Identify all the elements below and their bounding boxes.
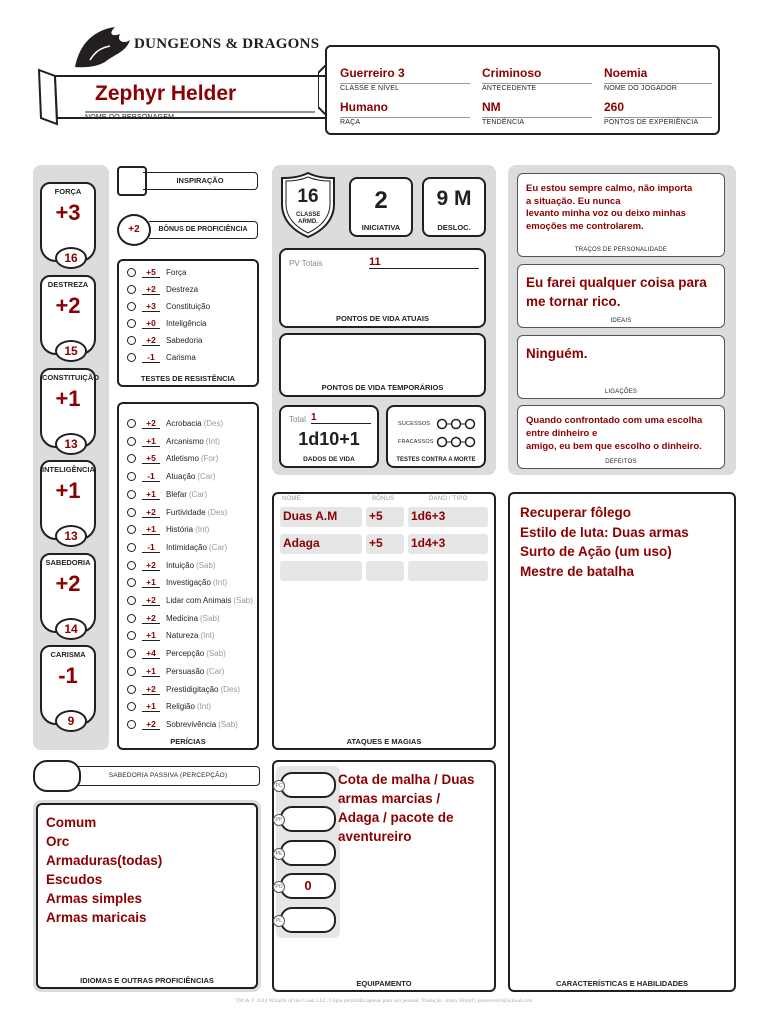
character-name-banner — [35, 62, 335, 130]
language-line: Armaduras(todas) — [46, 853, 163, 868]
skill-ability: (Int) — [200, 631, 215, 641]
proficiency-bonus-label: BÔNUS DE PROFICIÊNCIA — [149, 221, 258, 239]
skill-name: Furtividade — [166, 507, 206, 517]
skill-value[interactable]: +2 — [142, 595, 160, 606]
skill-value[interactable]: -1 — [142, 542, 160, 553]
skill-ability: (Sab) — [233, 596, 253, 605]
skill-name: História — [166, 525, 194, 535]
proficiency-dot[interactable] — [127, 543, 136, 552]
skill-ability: (Sab) — [206, 649, 226, 659]
ability-intelligence — [40, 460, 96, 543]
skill-value[interactable]: +5 — [142, 453, 160, 464]
equipment-title: EQUIPAMENTO — [356, 979, 412, 988]
skill-row[interactable] — [127, 539, 227, 556]
skill-ability: (Car) — [206, 666, 225, 676]
saving-throw-value[interactable]: +0 — [142, 318, 160, 329]
experience-points-label: PONTOS DE EXPERIÊNCIA — [604, 117, 712, 126]
attack-damage: 1d6+3 — [411, 509, 446, 523]
skill-ability: (Sab) — [200, 613, 220, 623]
skill-ability: (Car) — [188, 489, 208, 499]
skill-ability: (For) — [200, 454, 219, 464]
languages-title: IDIOMAS E OUTRAS PROFICIÊNCIAS — [80, 976, 214, 985]
race[interactable]: Humano — [340, 100, 388, 114]
armor-class-label: CLASSE ARMD. — [296, 212, 321, 225]
temp-hit-points-box — [279, 333, 486, 397]
skill-name: Religião — [166, 702, 195, 712]
ability-score[interactable]: 13 — [55, 433, 87, 455]
saving-throw-charisma[interactable] — [127, 349, 196, 366]
proficiency-dot[interactable] — [127, 667, 136, 676]
ideal-line: Eu farei qualquer coisa para — [526, 275, 707, 290]
bonds-box — [517, 335, 725, 399]
hit-dice-box — [279, 405, 379, 468]
flaws-box — [517, 405, 725, 469]
ability-name: CONSTITUIÇÃO — [42, 373, 100, 382]
proficiency-dot[interactable] — [127, 302, 136, 311]
coin-label: PP — [273, 814, 285, 826]
skill-ability: (Des) — [203, 419, 224, 428]
proficiency-dot[interactable] — [127, 490, 136, 499]
proficiency-dot[interactable] — [127, 561, 136, 570]
attack-row-3-damage[interactable] — [408, 561, 488, 581]
skill-value[interactable]: +1 — [142, 436, 160, 447]
features-box — [508, 492, 736, 992]
flaw-line: entre dinheiro e — [526, 428, 598, 439]
death-saves-box — [386, 405, 486, 468]
speed-box — [422, 177, 486, 237]
equipment-line: aventureiro — [338, 829, 412, 844]
saving-throw-value[interactable]: +3 — [142, 301, 160, 312]
proficiency-dot[interactable] — [127, 649, 136, 658]
proficiency-dot[interactable] — [127, 472, 136, 481]
skills-box — [117, 402, 259, 750]
coin-platinum[interactable] — [275, 907, 336, 933]
skill-ability: (Int) — [205, 436, 221, 446]
skill-name: Arcanismo — [166, 436, 204, 446]
skill-value[interactable]: +2 — [142, 684, 160, 695]
attack-bonus: +5 — [369, 509, 383, 523]
attacks-col-bonus: BÔNUS — [372, 496, 395, 502]
skill-ability: (Des) — [207, 507, 228, 517]
passive-wisdom-label: SABEDORIA PASSIVA (PERCEPÇÃO) — [77, 766, 260, 786]
skill-name: Investigação — [166, 578, 211, 588]
hit-dice-label: DADOS DE VIDA — [303, 456, 355, 463]
copyright-footer: TM & © 2014 Wizards of the Coast LLC. Cópia permitida apenas para uso pessoal. Tradução: Johny Bittorf | jenoreveiro@icloud.com — [235, 998, 533, 1004]
skill-name: Prestidigitação — [166, 684, 219, 694]
proficiency-bonus-value[interactable]: +2 — [117, 214, 151, 246]
coin-label: PL — [273, 915, 285, 927]
personality-traits-box — [517, 173, 725, 257]
ability-charisma — [40, 645, 96, 728]
ability-modifier[interactable]: +2 — [55, 293, 81, 318]
ideals-text[interactable] — [526, 273, 707, 311]
saving-throw-name: Força — [166, 268, 187, 277]
speed-label: DESLOC. — [437, 223, 471, 232]
saving-throw-name: Inteligência — [166, 319, 207, 328]
logo-text: DUNGEONS & DRAGONS — [134, 36, 320, 52]
ability-dexterity — [40, 275, 96, 358]
skill-value[interactable]: +1 — [142, 489, 160, 500]
hit-dice-total-label: Total — [289, 415, 306, 424]
saving-throw-name: Destreza — [166, 285, 199, 294]
inspiration-box — [117, 166, 259, 194]
ability-score[interactable]: 16 — [55, 247, 87, 269]
skill-row[interactable] — [127, 645, 226, 662]
skill-name: Sobrevivência — [166, 719, 217, 729]
armor-class — [278, 170, 338, 240]
ability-modifier[interactable]: +1 — [55, 386, 81, 411]
saving-throw-dexterity[interactable] — [127, 281, 198, 298]
proficiency-dot[interactable] — [127, 508, 136, 517]
hit-points-box — [279, 248, 486, 328]
ideals-box — [517, 264, 725, 328]
saving-throw-name: Constituição — [166, 302, 211, 311]
skill-value[interactable]: +2 — [142, 719, 160, 730]
saving-throw-name: Carisma — [166, 353, 196, 362]
saving-throws-box — [117, 259, 259, 387]
header-box-notch — [318, 65, 326, 115]
hp-max-value[interactable]: 11 — [369, 256, 479, 269]
class-level[interactable]: Guerreiro 3 — [340, 66, 405, 80]
attack-row-1-damage[interactable] — [408, 507, 488, 527]
alignment[interactable]: NM — [482, 100, 501, 114]
proficiency-dot[interactable] — [127, 720, 136, 729]
skill-value[interactable]: +1 — [142, 666, 160, 677]
saving-throw-strength[interactable] — [127, 264, 186, 281]
features-text[interactable] — [520, 503, 689, 581]
skill-row[interactable] — [127, 450, 218, 467]
language-line: Escudos — [46, 872, 103, 887]
ability-wisdom — [40, 553, 96, 636]
death-saves-success-checks[interactable] — [436, 417, 478, 435]
skill-row[interactable] — [127, 681, 240, 698]
saving-throws-title: TESTES DE RESISTÊNCIA — [140, 374, 236, 383]
hp-current-label: PONTOS DE VIDA ATUAIS — [336, 314, 429, 323]
skill-ability: (Int) — [196, 702, 212, 712]
hp-max-label: PV Totais — [289, 259, 323, 268]
proficiency-dot[interactable] — [127, 268, 136, 277]
skill-name: Percepção — [166, 649, 205, 659]
attacks-col-name: NOME — [282, 496, 301, 502]
death-save-circles-icon[interactable] — [436, 436, 478, 448]
skill-name: Medicina — [166, 613, 199, 623]
attack-row-3-bonus[interactable] — [366, 561, 404, 581]
skill-name: Atuação — [166, 472, 196, 482]
attacks-title: ATAQUES E MAGIAS — [346, 737, 422, 746]
saving-throw-value[interactable]: +5 — [142, 267, 160, 278]
proficiency-dot[interactable] — [127, 578, 136, 587]
saving-throw-name: Sabedoria — [166, 336, 203, 345]
attacks-col-damage: DANO / TIPO — [429, 496, 468, 502]
ability-name: SABEDORIA — [45, 558, 91, 567]
proficiency-dot[interactable] — [127, 437, 136, 446]
class-level-label: CLASSE E NÍVEL — [340, 83, 470, 92]
ability-score[interactable]: 15 — [55, 340, 87, 362]
coin-copper[interactable] — [275, 772, 336, 798]
ideals-label: IDEAIS — [610, 318, 632, 324]
skill-ability: (Car) — [197, 472, 216, 482]
saving-throw-value[interactable]: +2 — [142, 335, 160, 346]
character-name-label: NOME DO PERSONAGEM — [85, 114, 175, 121]
skill-value[interactable]: +1 — [142, 577, 160, 588]
personality-traits-label: TRAÇOS DE PERSONALIDADE — [574, 247, 668, 253]
equipment-line: armas marcias / — [338, 791, 441, 806]
proficiency-dot[interactable] — [127, 319, 136, 328]
coin-label: PO — [273, 881, 285, 893]
attacks-box — [272, 492, 496, 750]
attack-row-2-bonus[interactable] — [366, 534, 404, 554]
skill-name: Persuasão — [166, 666, 205, 676]
language-line: Armas maricais — [46, 910, 147, 925]
hp-temp-label: PONTOS DE VIDA TEMPORÁRIOS — [321, 383, 444, 392]
ability-modifier[interactable]: +3 — [55, 200, 81, 225]
skill-row[interactable] — [127, 716, 238, 733]
skill-row[interactable] — [127, 486, 207, 503]
skill-row[interactable] — [127, 627, 215, 644]
flaws-text[interactable] — [526, 414, 702, 453]
attack-row-2-name[interactable] — [280, 534, 362, 554]
flaw-line: amigo, eu bem que escolho o dinheiro. — [526, 441, 702, 452]
skill-ability: (Car) — [208, 542, 228, 552]
skills-title: PERÍCIAS — [170, 737, 206, 746]
equipment-line: Adaga / pacote de — [338, 810, 454, 825]
skill-value[interactable]: +2 — [142, 613, 160, 624]
proficiency-bonus-box — [117, 214, 259, 244]
death-saves-fail-label: FRACASSOS — [398, 439, 434, 445]
initiative-box — [349, 177, 413, 237]
ability-score[interactable]: 9 — [55, 710, 87, 732]
armor-class-value[interactable]: 16 — [297, 186, 319, 207]
ability-modifier[interactable]: -1 — [58, 663, 78, 688]
attack-bonus: +5 — [369, 536, 383, 550]
ability-score[interactable]: 13 — [55, 525, 87, 547]
proficiency-dot[interactable] — [127, 419, 136, 428]
ideal-line: me tornar rico. — [526, 294, 621, 309]
trait-line: Eu estou sempre calmo, não importa — [526, 183, 693, 194]
coin-gold[interactable] — [275, 873, 336, 899]
equipment-line: Cota de malha / Duas — [338, 772, 475, 787]
passive-wisdom-box — [33, 760, 261, 790]
skill-ability: (Int) — [212, 578, 228, 588]
ability-name: CARISMA — [50, 650, 86, 659]
character-name[interactable]: Zephyr Helder — [95, 82, 237, 105]
skill-row[interactable] — [127, 698, 211, 715]
skill-row[interactable] — [127, 663, 224, 680]
proficiency-dot[interactable] — [127, 353, 136, 362]
languages-box — [36, 803, 258, 989]
skill-name: Blefar — [166, 489, 187, 499]
saving-throw-value[interactable]: +2 — [142, 284, 160, 295]
background-label: ANTECEDENTE — [482, 83, 592, 92]
feature-line: Mestre de batalha — [520, 563, 635, 579]
inspiration-label: INSPIRAÇÃO — [143, 172, 258, 190]
alignment-label: TENDÊNCIA — [482, 117, 592, 126]
hit-dice-total[interactable]: 1 — [311, 412, 371, 424]
coin-electrum[interactable] — [275, 840, 336, 866]
coin-value[interactable]: 0 — [304, 878, 312, 893]
trait-line: emoções me controlarem. — [526, 220, 644, 232]
ability-name: DESTREZA — [47, 280, 89, 289]
skill-row[interactable] — [127, 557, 216, 574]
proficiency-dot[interactable] — [127, 285, 136, 294]
skill-name: Lidar com Animais — [166, 596, 232, 605]
feature-line: Recuperar fôlego — [520, 505, 632, 520]
attack-name: Adaga — [283, 536, 320, 550]
skill-row[interactable] — [127, 415, 223, 432]
proficiency-dot[interactable] — [127, 702, 136, 711]
skill-value[interactable]: +1 — [142, 524, 160, 535]
feature-line: Surto de Ação (um uso) — [520, 544, 672, 559]
language-line: Comum — [46, 815, 97, 830]
hit-dice-value[interactable]: 1d10+1 — [298, 429, 360, 449]
skill-value[interactable]: +2 — [142, 507, 160, 518]
skill-name: Intimidação — [166, 542, 207, 552]
skill-ability: (Sab) — [196, 560, 216, 570]
proficiency-dot[interactable] — [127, 631, 136, 640]
initiative-value[interactable]: 2 — [374, 187, 388, 214]
languages-text[interactable] — [46, 813, 162, 927]
ability-name: INTELIGÊNCIA — [42, 465, 95, 474]
initiative-label: INICIATIVA — [361, 223, 401, 232]
skill-value[interactable]: +2 — [142, 418, 160, 429]
saving-throw-wisdom[interactable] — [127, 332, 202, 349]
skill-row[interactable] — [127, 504, 227, 521]
passive-wisdom-value[interactable] — [33, 760, 81, 792]
skill-row[interactable] — [127, 592, 253, 609]
ability-constitution — [40, 368, 100, 451]
coin-label: PE — [273, 848, 285, 860]
speed-value[interactable]: 9 M — [436, 187, 472, 210]
skill-ability: (Des) — [220, 684, 241, 694]
feature-line: Estilo de luta: Duas armas — [520, 524, 689, 540]
skill-value[interactable]: -1 — [142, 471, 160, 482]
proficiency-dot[interactable] — [127, 454, 136, 463]
ability-modifier[interactable]: +1 — [55, 478, 81, 503]
flaws-label: DEFEITOS — [605, 459, 637, 465]
flaw-line: Quando confrontado com uma escolha — [526, 415, 703, 426]
language-line: Orc — [46, 834, 70, 849]
saving-throw-value[interactable]: -1 — [142, 352, 160, 363]
attack-name: Duas A.M — [283, 509, 338, 523]
features-title: CARACTERÍSTICAS E HABILIDADES — [555, 979, 689, 988]
saving-throw-constitution[interactable] — [127, 298, 210, 315]
race-label: RAÇA — [340, 117, 470, 126]
equipment-text[interactable] — [338, 770, 475, 846]
ability-name: FORÇA — [54, 187, 82, 196]
death-saves-label: TESTES CONTRA A MORTE — [396, 457, 476, 463]
skill-name: Natureza — [166, 631, 199, 641]
attack-row-2-damage[interactable] — [408, 534, 488, 554]
skill-value[interactable]: +1 — [142, 701, 160, 712]
skill-name: Intuição — [166, 560, 195, 570]
death-save-circles-icon[interactable] — [436, 418, 478, 430]
skill-ability: (Int) — [195, 525, 210, 535]
experience-points[interactable]: 260 — [604, 100, 625, 114]
ability-score[interactable]: 14 — [55, 618, 87, 640]
skill-row[interactable] — [127, 521, 209, 538]
skill-value[interactable]: +2 — [142, 560, 160, 571]
player-name[interactable]: Noemia — [604, 66, 648, 80]
coin-silver[interactable] — [275, 806, 336, 832]
bond-line: Ninguém. — [526, 346, 588, 361]
proficiency-dot[interactable] — [127, 596, 136, 605]
language-line: Armas simples — [46, 891, 143, 906]
skill-name: Atletismo — [166, 454, 199, 464]
trait-line: levanto minha voz ou deixo minhas — [526, 208, 686, 219]
attack-row-1-bonus[interactable] — [366, 507, 404, 527]
personality-traits-text[interactable] — [526, 183, 692, 233]
death-saves-success-label: SUCESSOS — [398, 421, 431, 427]
skill-row[interactable] — [127, 468, 216, 485]
skill-row[interactable] — [127, 574, 227, 591]
background[interactable]: Criminoso — [482, 66, 542, 80]
skill-row[interactable] — [127, 610, 220, 627]
skill-value[interactable]: +1 — [142, 630, 160, 641]
ability-strength — [40, 182, 96, 265]
player-name-label: NOME DO JOGADOR — [604, 83, 712, 92]
proficiency-dot[interactable] — [127, 614, 136, 623]
saving-throw-intelligence[interactable] — [127, 315, 206, 332]
proficiency-dot[interactable] — [127, 525, 136, 534]
attack-row-1-name[interactable] — [280, 507, 362, 527]
bonds-label: LIGAÇÕES — [604, 389, 638, 395]
bonds-text[interactable] — [526, 344, 588, 363]
skill-value[interactable]: +4 — [142, 648, 160, 659]
skill-name: Acrobacia — [166, 419, 202, 428]
proficiency-dot[interactable] — [127, 336, 136, 345]
attack-damage: 1d4+3 — [411, 536, 446, 550]
skill-row[interactable] — [127, 433, 220, 450]
death-saves-fail-checks[interactable] — [436, 435, 478, 453]
attack-row-3-name[interactable] — [280, 561, 362, 581]
proficiency-dot[interactable] — [127, 685, 136, 694]
skill-ability: (Sab) — [218, 719, 238, 729]
ability-modifier[interactable]: +2 — [55, 571, 81, 596]
trait-line: a situação. Eu nunca — [526, 195, 621, 207]
coin-label: PC — [273, 780, 285, 792]
